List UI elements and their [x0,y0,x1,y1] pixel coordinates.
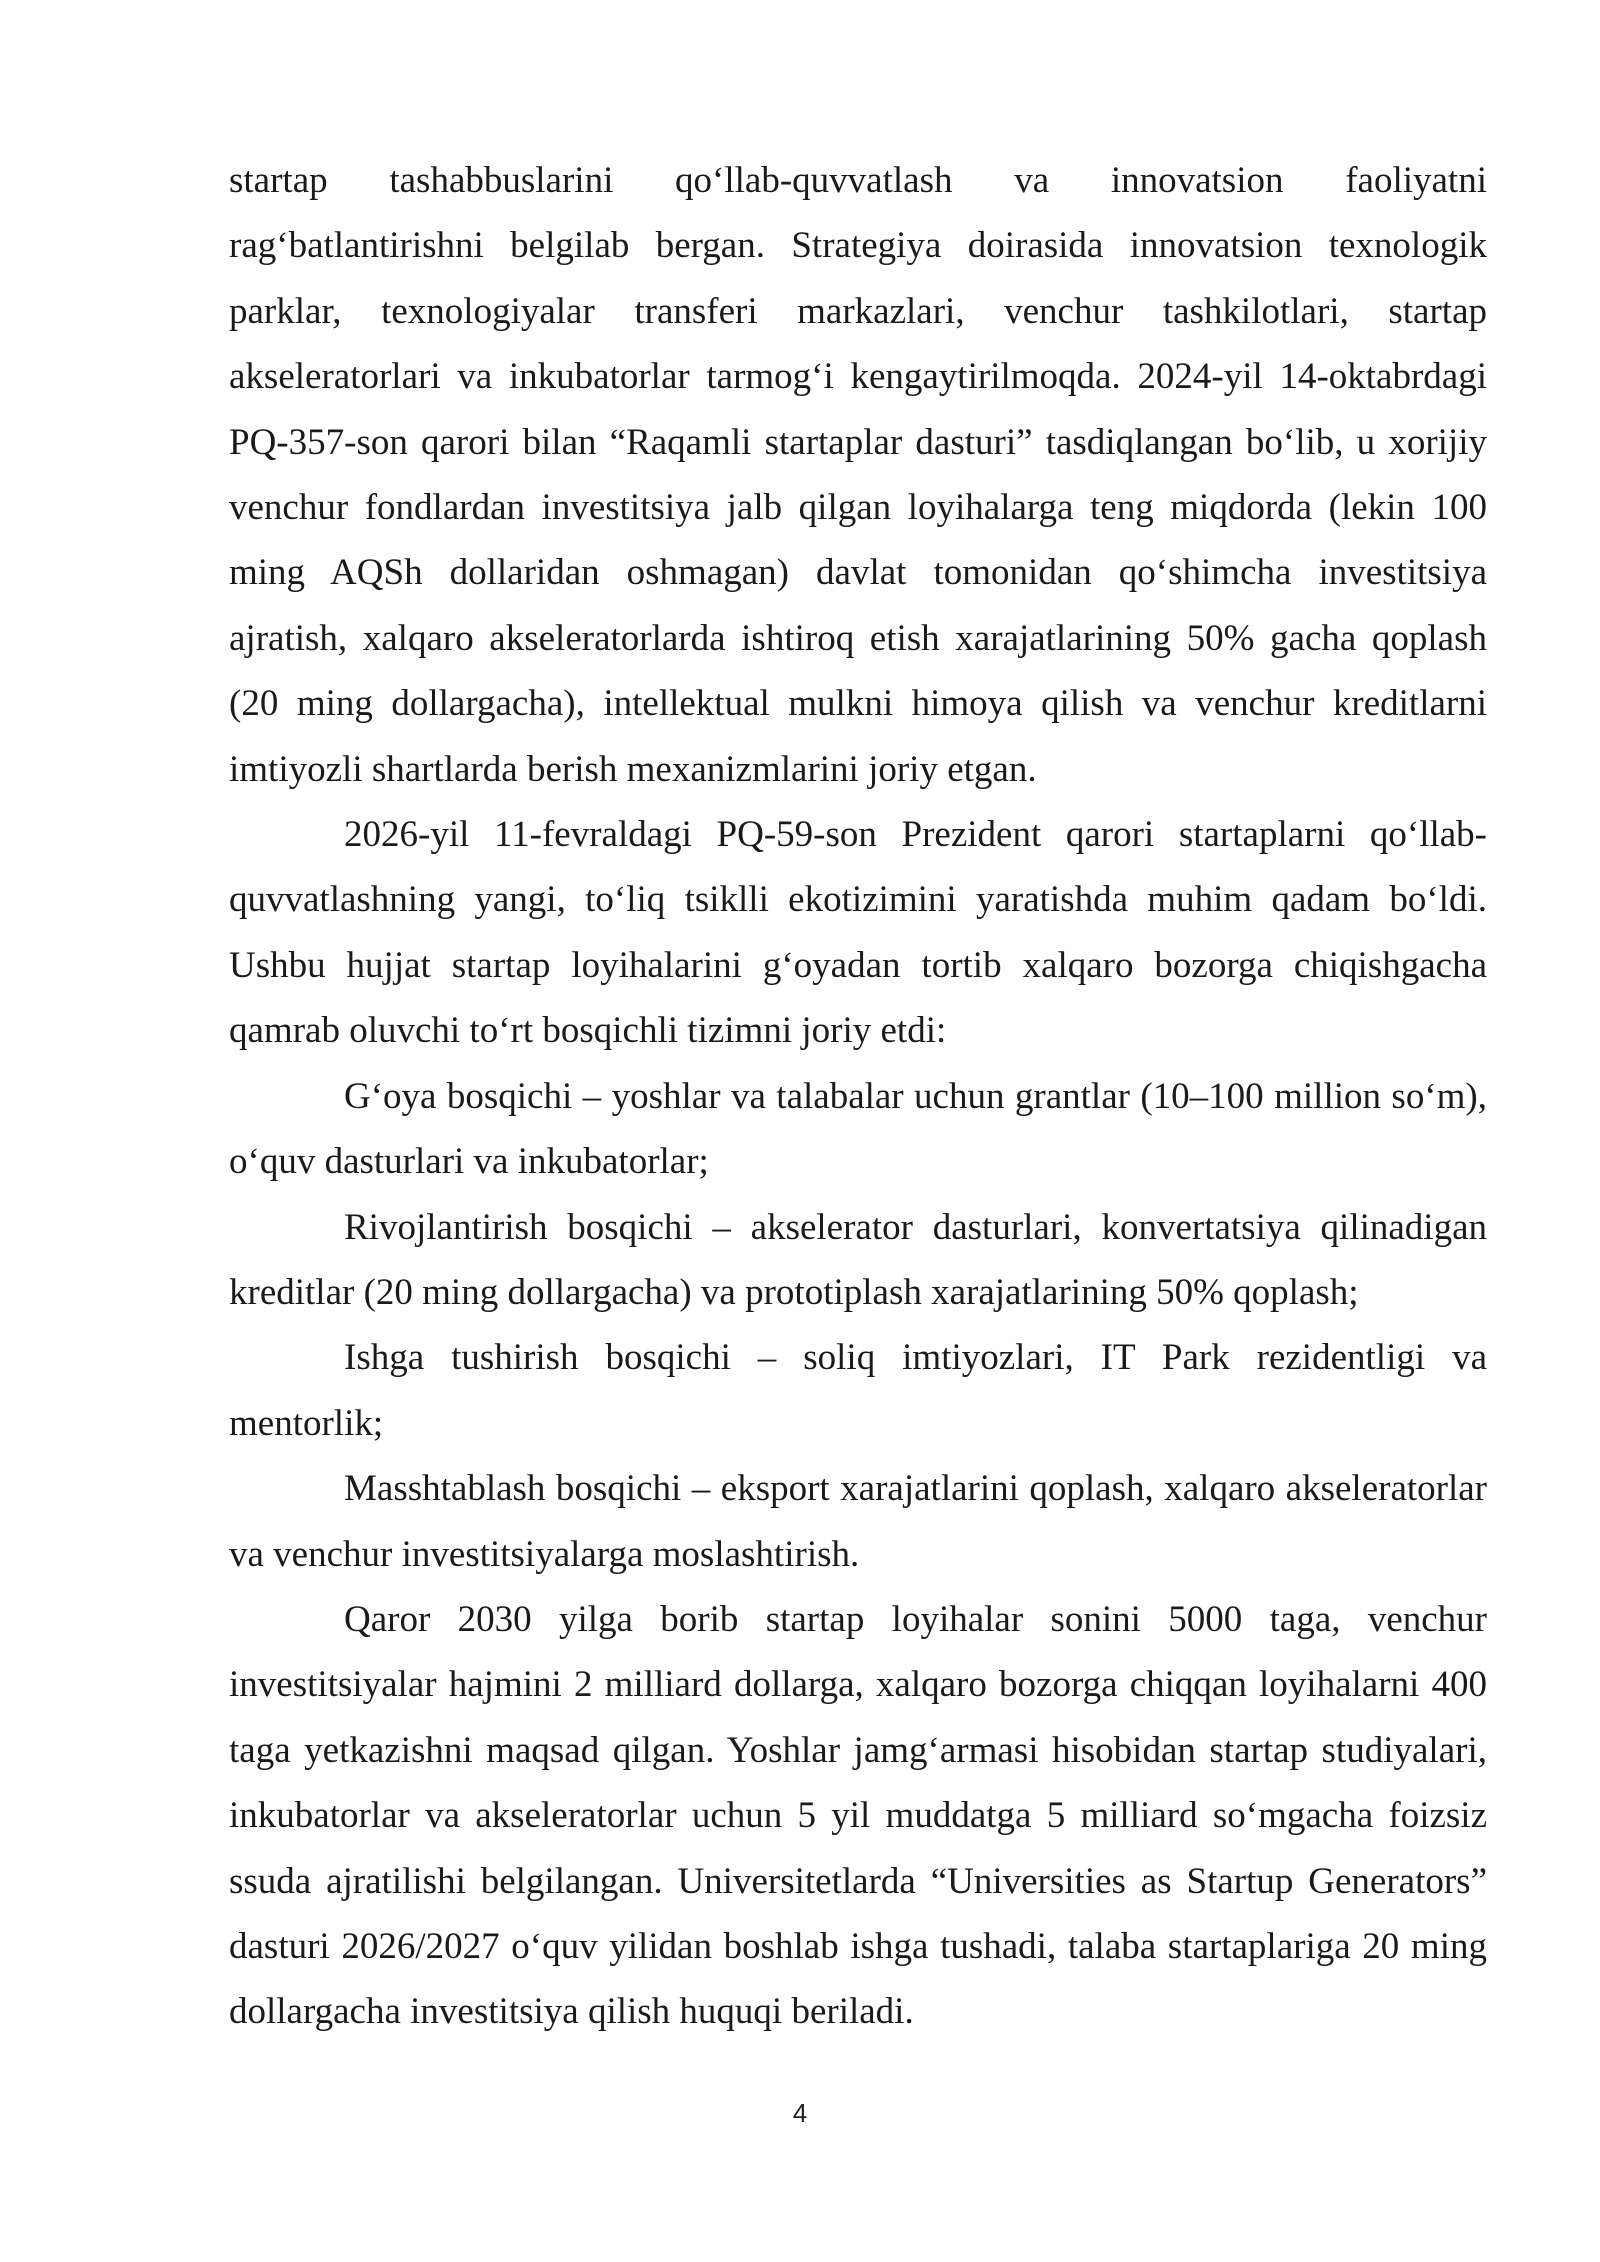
paragraph-continuation: startap tashabbuslarini qo‘llab-quvvatlash va innovatsion faoliyatni rag‘batlantirishni belgilab bergan. Strategiya doirasida innovatsion texnologik parklar, texnologiyalar transferi markazlari, venchur tashkilotlari, startap akseleratorlari va inkubatorlar tarmog‘i kengaytirilmoqda. 2024-yil 14-oktabrdagi PQ-357-son qarori bilan “Raqamli startaplar dasturi” tasdiqlangan bo‘lib, u xorijiy venchur fondlardan investitsiya jalb qilgan loyihalarga teng miqdorda (lekin 100 ming AQSh dollaridan oshmagan) davlat tomonidan qo‘shimcha investitsiya ajratish, xalqaro akseleratorlarda ishtiroq etish xarajatlarining 50% gacha qoplash (20 ming dollargacha), intellektual mulkni himoya qilish va venchur kreditlarni imtiyozli shartlarda berish mexanizmlarini joriy etgan. [229,160,1487,790]
paragraph-stage-idea: G‘oya bosqichi – yoshlar va talabalar uchun grantlar (10–100 million so‘m), o‘quv dasturlari va inkubatorlar; [229,1075,1487,1183]
body-text [229,148,1487,2045]
paragraph-stage-development: Rivojlantirish bosqichi – akselerator dasturlari, konvertatsiya qilinadigan kreditlar (20 ming dollargacha) va prototiplash xarajatlarining 50% qoplash; [229,1206,1487,1313]
paragraph-targets-2030: Qaror 2030 yilga borib startap loyihalar sonini 5000 taga, venchur investitsiyalar hajmini 2 milliard dollarga, xalqaro bozorga chiqqan loyihalarni 400 taga yetkazishni maqsad qilgan. Yoshlar jamg‘armasi hisobidan startap studiyalari, inkubatorlar va akseleratorlar uchun 5 yil muddatga 5 milliard so‘mgacha foizsiz ssuda ajratilishi belgilangan. Universitetlarda “Universities as Startup Generators” dasturi 2026/2027 o‘quv yilidan boshlab ishga tushadi, talaba startaplariga 20 ming dollargacha investitsiya qilish huquqi beriladi. [229,1598,1487,2033]
page-number: 4 [792,2098,808,2128]
paragraph-stage-scaling: Masshtablash bosqichi – eksport xarajatlarini qoplash, xalqaro akseleratorlar va venchur investitsiyalarga moslashtirish. [229,1468,1487,1575]
paragraph-pq59-intro: 2026-yil 11-fevraldagi PQ-59-son Prezident qarori startaplarni qo‘llab-quvvatlashning yangi, to‘liq tsiklli ekotizimini yaratishda muhim qadam bo‘ldi. Ushbu hujjat startap loyihalarini g‘oyadan tortib xalqaro bozorga chiqishgacha qamrab oluvchi to‘rt bosqichli tizimni joriy etdi: [229,814,1487,1052]
paragraph-stage-launch: Ishga tushirish bosqichi – soliq imtiyozlari, IT Park rezidentligi va mentorlik; [229,1337,1487,1444]
